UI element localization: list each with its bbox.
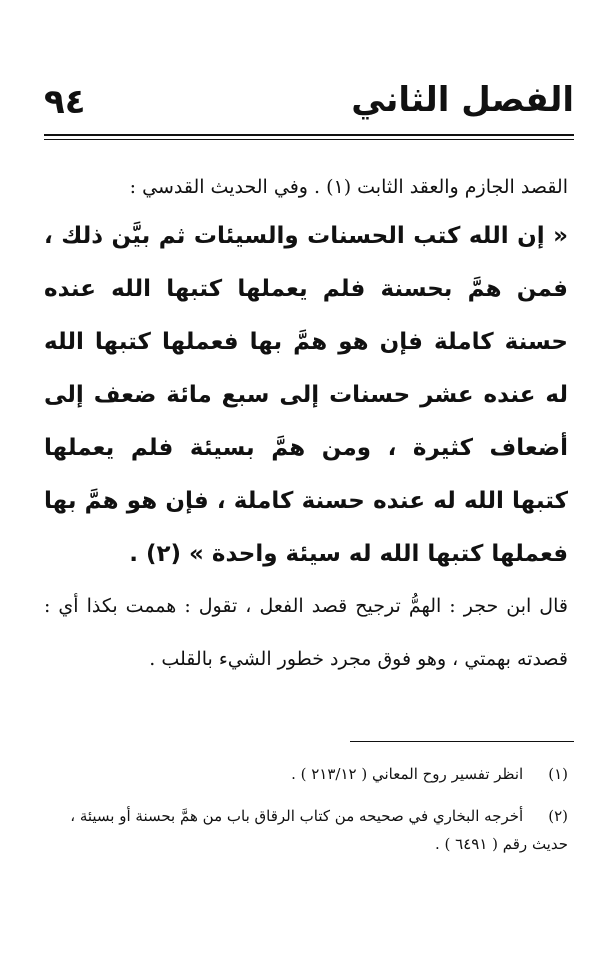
footnote-1 — [44, 760, 568, 788]
chapter-title: الفصل الثاني — [351, 80, 574, 120]
header-rule-thin — [44, 139, 574, 140]
page-header — [44, 76, 574, 132]
footnote-text: انظر تفسير روح المعاني ( ٢١٣/١٢ ) . — [291, 765, 524, 783]
footnote-marker: (١) — [548, 765, 568, 783]
header-rule — [44, 134, 574, 136]
hadith-paragraph: « إن الله كتب الحسنات والسيئات ثم بيَّن ذلك ، فمن همَّ بحسنة فلم يعملها كتبها الله عنده حسنة كاملة فإن هو همَّ بها فعملها كتبها الله له عنده عشر حسنات إلى سبع مائة ضعف إلى أضعاف كثيرة ، ومن همَّ بسيئة فلم يعملها كتبها الله له عنده حسنة كاملة ، فإن هو همَّ بها فعملها كتبها الله له سيئة واحدة » (٢) . — [44, 223, 568, 567]
footnote-text: أخرجه البخاري في صحيحه من كتاب الرقاق باب من همَّ بحسنة أو بسيئة ، حديث رقم ( ٦٤٩١ ) . — [70, 807, 568, 853]
footnote-separator — [350, 741, 574, 742]
commentary-paragraph: قال ابن حجر : الهمُّ ترجيح قصد الفعل ، تقول : هممت بكذا أي : قصدته بهمتي ، وهو فوق مجرد خطور الشيء بالقلب . — [44, 595, 568, 670]
intro-paragraph: القصد الجازم والعقد الثابت (١) . وفي الحديث القدسي : — [129, 176, 568, 198]
footnote-2 — [44, 802, 568, 858]
page-number: ٩٤ — [44, 82, 86, 122]
footnote-marker: (٢) — [548, 807, 568, 825]
